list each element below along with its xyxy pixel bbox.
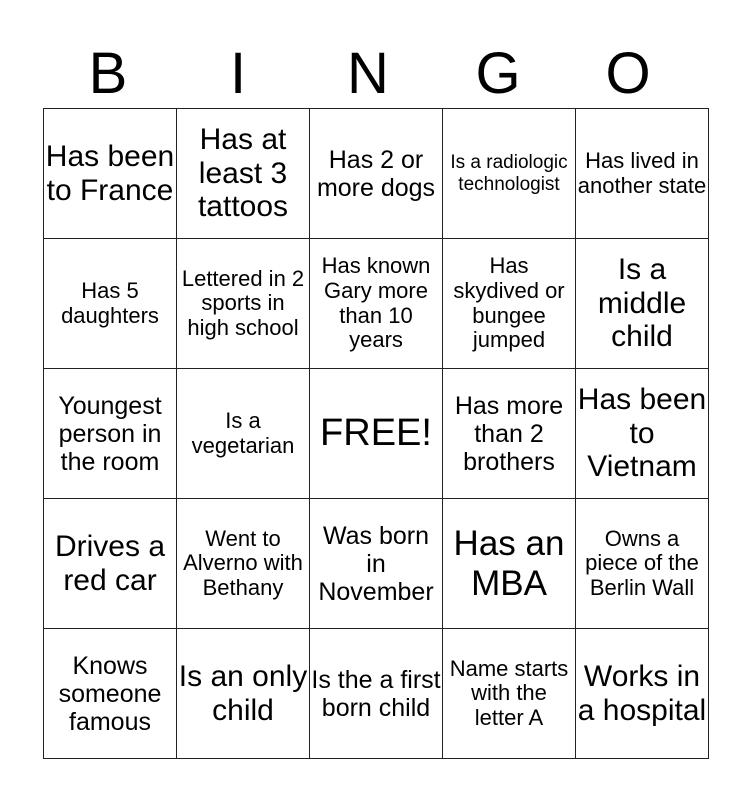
board-row (44, 499, 709, 629)
bingo-cell[interactable]: Has 2 or more dogs (310, 109, 443, 239)
bingo-cell[interactable]: Youngest person in the room (44, 369, 177, 499)
free-space-cell[interactable]: FREE! (310, 369, 443, 499)
bingo-cell[interactable]: Has an MBA (443, 499, 576, 629)
bingo-cell[interactable]: Works in a hospital (576, 629, 709, 759)
header-letter-o: O (605, 41, 651, 106)
bingo-cell[interactable]: Is a middle child (576, 239, 709, 369)
board-row (44, 369, 709, 499)
bingo-cell[interactable]: Owns a piece of the Berlin Wall (576, 499, 709, 629)
bingo-cell[interactable]: Lettered in 2 sports in high school (177, 239, 310, 369)
bingo-cell[interactable]: Is an only child (177, 629, 310, 759)
bingo-cell[interactable]: Has more than 2 brothers (443, 369, 576, 499)
bingo-cell[interactable]: Name starts with the letter A (443, 629, 576, 759)
bingo-cell[interactable]: Drives a red car (44, 499, 177, 629)
header-letter-g: G (475, 41, 521, 106)
bingo-header (43, 40, 693, 108)
board-row (44, 239, 709, 369)
bingo-cell[interactable]: Knows someone famous (44, 629, 177, 759)
bingo-cell[interactable]: Has at least 3 tattoos (177, 109, 310, 239)
header-letter-n: N (347, 41, 389, 106)
bingo-cell[interactable]: Was born in November (310, 499, 443, 629)
bingo-board (43, 108, 709, 759)
bingo-cell[interactable]: Has skydived or bungee jumped (443, 239, 576, 369)
board-row (44, 109, 709, 239)
bingo-cell[interactable]: Has been to France (44, 109, 177, 239)
bingo-cell[interactable]: Has 5 daughters (44, 239, 177, 369)
bingo-cell[interactable]: Is a vegetarian (177, 369, 310, 499)
bingo-cell[interactable]: Has known Gary more than 10 years (310, 239, 443, 369)
bingo-cell[interactable]: Is the a first born child (310, 629, 443, 759)
bingo-cell[interactable]: Has lived in another state (576, 109, 709, 239)
bingo-cell[interactable]: Went to Alverno with Bethany (177, 499, 310, 629)
header-letter-i: I (229, 41, 247, 106)
bingo-cell[interactable]: Has been to Vietnam (576, 369, 709, 499)
bingo-cell[interactable]: Is a radiologic technologist (443, 109, 576, 239)
header-letter-b: B (88, 41, 128, 106)
board-row (44, 629, 709, 759)
